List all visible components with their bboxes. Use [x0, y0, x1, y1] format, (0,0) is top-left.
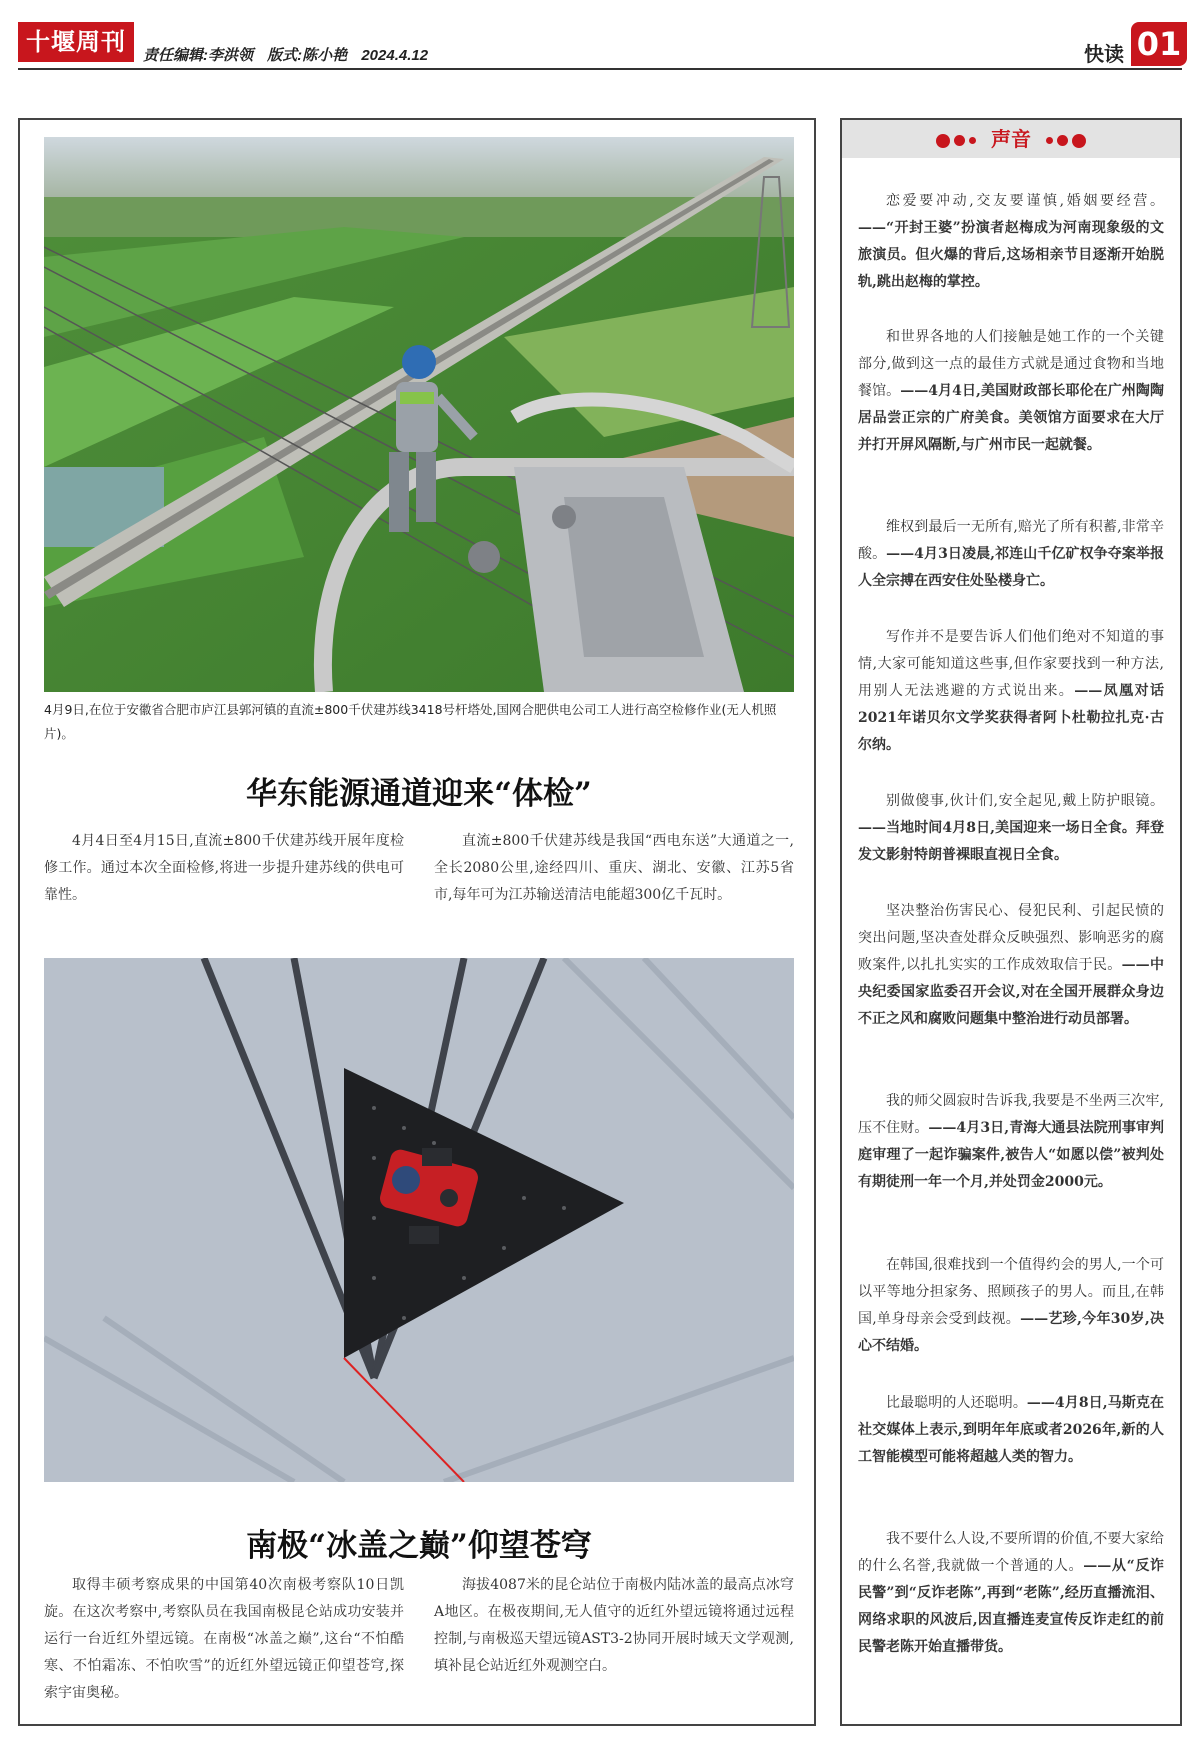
- pylon-worker-photo: [44, 137, 794, 692]
- page-number: 01: [1131, 22, 1187, 66]
- quote-6: [858, 898, 1164, 1033]
- quote-5: [858, 788, 1164, 869]
- quote-source: ——从“反诈民警”到“反诈老陈”,再到“老陈”,经历直播流泪、网络求职的风波后,因直播连麦宣传反诈走红的前民警老陈开始直播带货。: [858, 1558, 1164, 1655]
- quote-text: 别做傻事,伙计们,安全起见,戴上防护眼镜。: [886, 793, 1164, 809]
- pylon-photo-illustration: [44, 137, 794, 692]
- quote-2: [858, 324, 1164, 459]
- quote-1: [858, 188, 1164, 296]
- quote-source: ——4月8日,马斯克在社交媒体上表示,到明年年底或者2026年,新的人工智能模型可能将超越人类的智力。: [858, 1395, 1165, 1465]
- quote-text: 和世界各地的人们接触是她工作的一个关键部分,做到这一点的最佳方式就是通过食物和当地餐馆。: [858, 329, 1164, 399]
- issue-date: 2024.4.12: [361, 47, 429, 64]
- quote-text: 我的师父圆寂时告诉我,我要是不坐两三次牢,压不住财。: [858, 1093, 1164, 1136]
- quote-source: ——“开封王婆”扮演者赵梅成为河南现象级的文旅演员。但火爆的背后,这场相亲节目逐渐开始脱轨,跳出赵梅的掌控。: [858, 220, 1164, 290]
- decor-dot-icon: [1072, 134, 1086, 148]
- quote-10: [858, 1526, 1164, 1661]
- layout-credit: 版式:陈小艳: [267, 47, 348, 64]
- photo-caption: 4月9日,在位于安徽省合肥市庐江县郭河镇的直流±800千伏建苏线3418号杆塔处,国网合肥供电公司工人进行高空检修作业(无人机照片)。: [44, 702, 777, 741]
- article1-headline: 华东能源通道迎来“体检”: [246, 776, 592, 812]
- editor-credit: 责任编辑:李洪领: [143, 47, 253, 64]
- quote-text: 写作并不是要告诉人们他们绝对不知道的事情,大家可能知道这些事,但作家要找到一种方法,用别人无法逃避的方式说出来。: [858, 629, 1164, 699]
- decor-dot-icon: [1057, 135, 1068, 146]
- quote-source: ——当地时间4月8日,美国迎来一场日全食。拜登发文影射特朗普裸眼直视日全食。: [858, 820, 1164, 863]
- article2-paragraph-1: 取得丰硕考察成果的中国第40次南极考察队10日凯旋。在这次考察中,考察队员在我国南极昆仑站成功安装并运行一台近红外望远镜。在南极“冰盖之巅”,这台“不怕酷寒、不怕霜冻、不怕吹雪”的近红外望远镜正仰望苍穹,探索宇宙奥秘。: [44, 1577, 404, 1701]
- antarctic-telescope-photo: [44, 958, 794, 1482]
- quote-text: 我不要什么人设,不要所谓的价值,不要大家给的什么名誉,我就做一个普通的人。: [858, 1531, 1164, 1574]
- quote-source: ——艺珍,今年30岁,决心不结婚。: [858, 1311, 1164, 1354]
- article2-paragraph-2: 海拔4087米的昆仑站位于南极内陆冰盖的最高点冰穹A地区。在极夜期间,无人值守的近红外望远镜将通过远程控制,与南极巡天望远镜AST3-2协同开展时域天文学观测,填补昆仑站近红外观测空白。: [434, 1577, 794, 1674]
- article1-paragraph-1: 4月4日至4月15日,直流±800千伏建苏线开展年度检修工作。通过本次全面检修,将进一步提升建苏线的供电可靠性。: [44, 833, 404, 903]
- quote-source: ——4月3日,青海大通县法院刑事审判庭审理了一起诈骗案件,被告人“如愿以偿”被判处有期徒刑一年一个月,并处罚金2000元。: [858, 1120, 1165, 1190]
- quote-text: 坚决整治伤害民心、侵犯民利、引起民愤的突出问题,坚决查处群众反映强烈、影响恶劣的腐败案件,以扎扎实实的工作成效取信于民。: [858, 903, 1164, 973]
- quote-source: ——凤凰对话2021年诺贝尔文学奖获得者阿卜杜勒拉扎克·古尔纳。: [858, 683, 1165, 753]
- quote-source: ——中央纪委国家监委召开会议,对在全国开展群众身边不正之风和腐败问题集中整治进行动员部署。: [858, 957, 1165, 1027]
- page-meta: [143, 44, 438, 65]
- section-label: 快读: [1084, 42, 1124, 66]
- article1-paragraph-2: 直流±800千伏建苏线是我国“西电东送”大通道之一,全长2080公里,途经四川、重庆、湖北、安徽、江苏5省市,每年可为江苏输送清洁电能超300亿千瓦时。: [434, 833, 794, 903]
- decor-dot-icon: [936, 134, 950, 148]
- quote-3: [858, 514, 1164, 595]
- masthead-logo: 十堰周刊: [18, 22, 134, 62]
- article2-headline: 南极“冰盖之巅”仰望苍穹: [246, 1528, 592, 1564]
- decor-dot-icon: [954, 135, 965, 146]
- quote-source: ——4月3日凌晨,祁连山千亿矿权争夺案举报人全宗搏在西安住处坠楼身亡。: [858, 546, 1165, 589]
- quote-4: [858, 624, 1164, 759]
- sidebar-title: 声音: [991, 127, 1031, 151]
- quote-9: [858, 1390, 1164, 1471]
- quote-text: 恋爱要冲动,交友要谨慎,婚姻要经营。: [886, 193, 1164, 209]
- quote-8: [858, 1252, 1164, 1360]
- quote-text: 维权到最后一无所有,赔光了所有积蓄,非常辛酸。: [858, 519, 1164, 562]
- quote-source: ——4月4日,美国财政部长耶伦在广州陶陶居品尝正宗的广府美食。美领馆方面要求在大厅并打开屏风隔断,与广州市民一起就餐。: [858, 383, 1165, 453]
- quote-7: [858, 1088, 1164, 1196]
- sidebar-header: [842, 120, 1180, 158]
- decor-dot-icon: [969, 137, 976, 144]
- quote-text: 比最聪明的人还聪明。: [886, 1395, 1027, 1411]
- header-divider: [18, 68, 1182, 70]
- quote-text: 在韩国,很难找到一个值得约会的男人,一个可以平等地分担家务、照顾孩子的男人。而且,在韩国,单身母亲会受到歧视。: [858, 1257, 1164, 1327]
- decor-dot-icon: [1046, 137, 1053, 144]
- telescope-photo-illustration: [44, 958, 794, 1482]
